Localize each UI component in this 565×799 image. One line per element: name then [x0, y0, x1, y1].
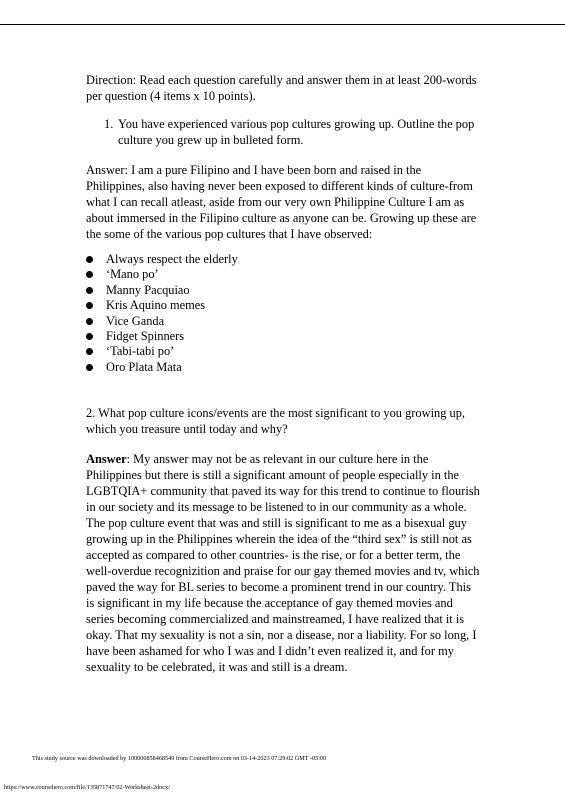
list-item: Always respect the elderly [86, 252, 238, 267]
bullet-icon [86, 302, 93, 309]
list-item: Manny Pacquiao [86, 283, 238, 298]
direction-text: Direction: Read each question carefully and answer them in at least 200-words per question (4 items x 10 points). [86, 73, 477, 103]
question-1 [104, 116, 481, 148]
list-item: Fidget Spinners [86, 329, 238, 344]
bullet-icon [86, 333, 93, 340]
list-item: ‘Tabi-tabi po’ [86, 344, 238, 359]
download-note: This study source was downloaded by 100000858468549 from CourseHero.com on 03-14-2023 07:29:02 GMT -05:00 [32, 755, 327, 762]
answer-2 [86, 451, 481, 675]
bullet-icon [86, 348, 93, 355]
question-2-text: 2. What pop culture icons/events are the most significant to you growing up, which you treasure until today and why? [86, 406, 465, 436]
answer-2-text: : My answer may not be as relevant in our culture here in the Philippines but there is still a significant amount of people especially in the LGBTQIA+ community that paved its way for this trend to continue to flourish in our society and its message to be listened to in our community as a whole. The pop culture event that was and still is significant to me as a bisexual guy growing up in the Philippines wherein the idea of the “third sex” is still not as accepted as compared to other countries- is the rise, or for a better term, the well-overdue recognizition and praise for our gay themed movies and tv, which paved the way for BL series to become a prominent trend in our country. This is significant in my life because the acceptance of gay themed movies and series becoming commercialized and mainstreamed, I have realized that it is okay. That my sexuality is not a sin, nor a disease, nor a liability. For so long, I have been ashamed for who I was and I didn’t even realized it, and for my sexuality to be celebrated, it was and still is a dream. [86, 452, 480, 674]
list-item: ‘Mano po’ [86, 267, 238, 282]
answer-1-text: Answer: I am a pure Filipino and I have been born and raised in the Philippines, also having never been exposed to different kinds of culture-from what I can recall atleast, aside from our very own Philippine Culture I am as about immersed in the Filipino culture as anyone can be. Growing up these are the some of the various pop cultures that I have observed: [86, 163, 477, 241]
bullet-icon [86, 287, 93, 294]
source-url: https://www.coursehero.com/file/135871747/02-Worksheet-2docx/ [4, 784, 170, 791]
bullet-icon [86, 364, 93, 371]
bullet-icon [86, 271, 93, 278]
bullet-icon [86, 256, 93, 263]
question-1-text: You have experienced various pop cultures growing up. Outline the pop culture you grew up in bulleted form. [118, 117, 475, 147]
list-item: Kris Aquino memes [86, 298, 238, 313]
pop-culture-list [86, 252, 238, 375]
header-rule [0, 24, 565, 25]
list-item: Oro Plata Mata [86, 360, 238, 375]
list-item: Vice Ganda [86, 314, 238, 329]
question-1-number: 1. [104, 117, 114, 131]
answer-2-label: Answer [86, 452, 127, 466]
bullet-icon [86, 318, 93, 325]
